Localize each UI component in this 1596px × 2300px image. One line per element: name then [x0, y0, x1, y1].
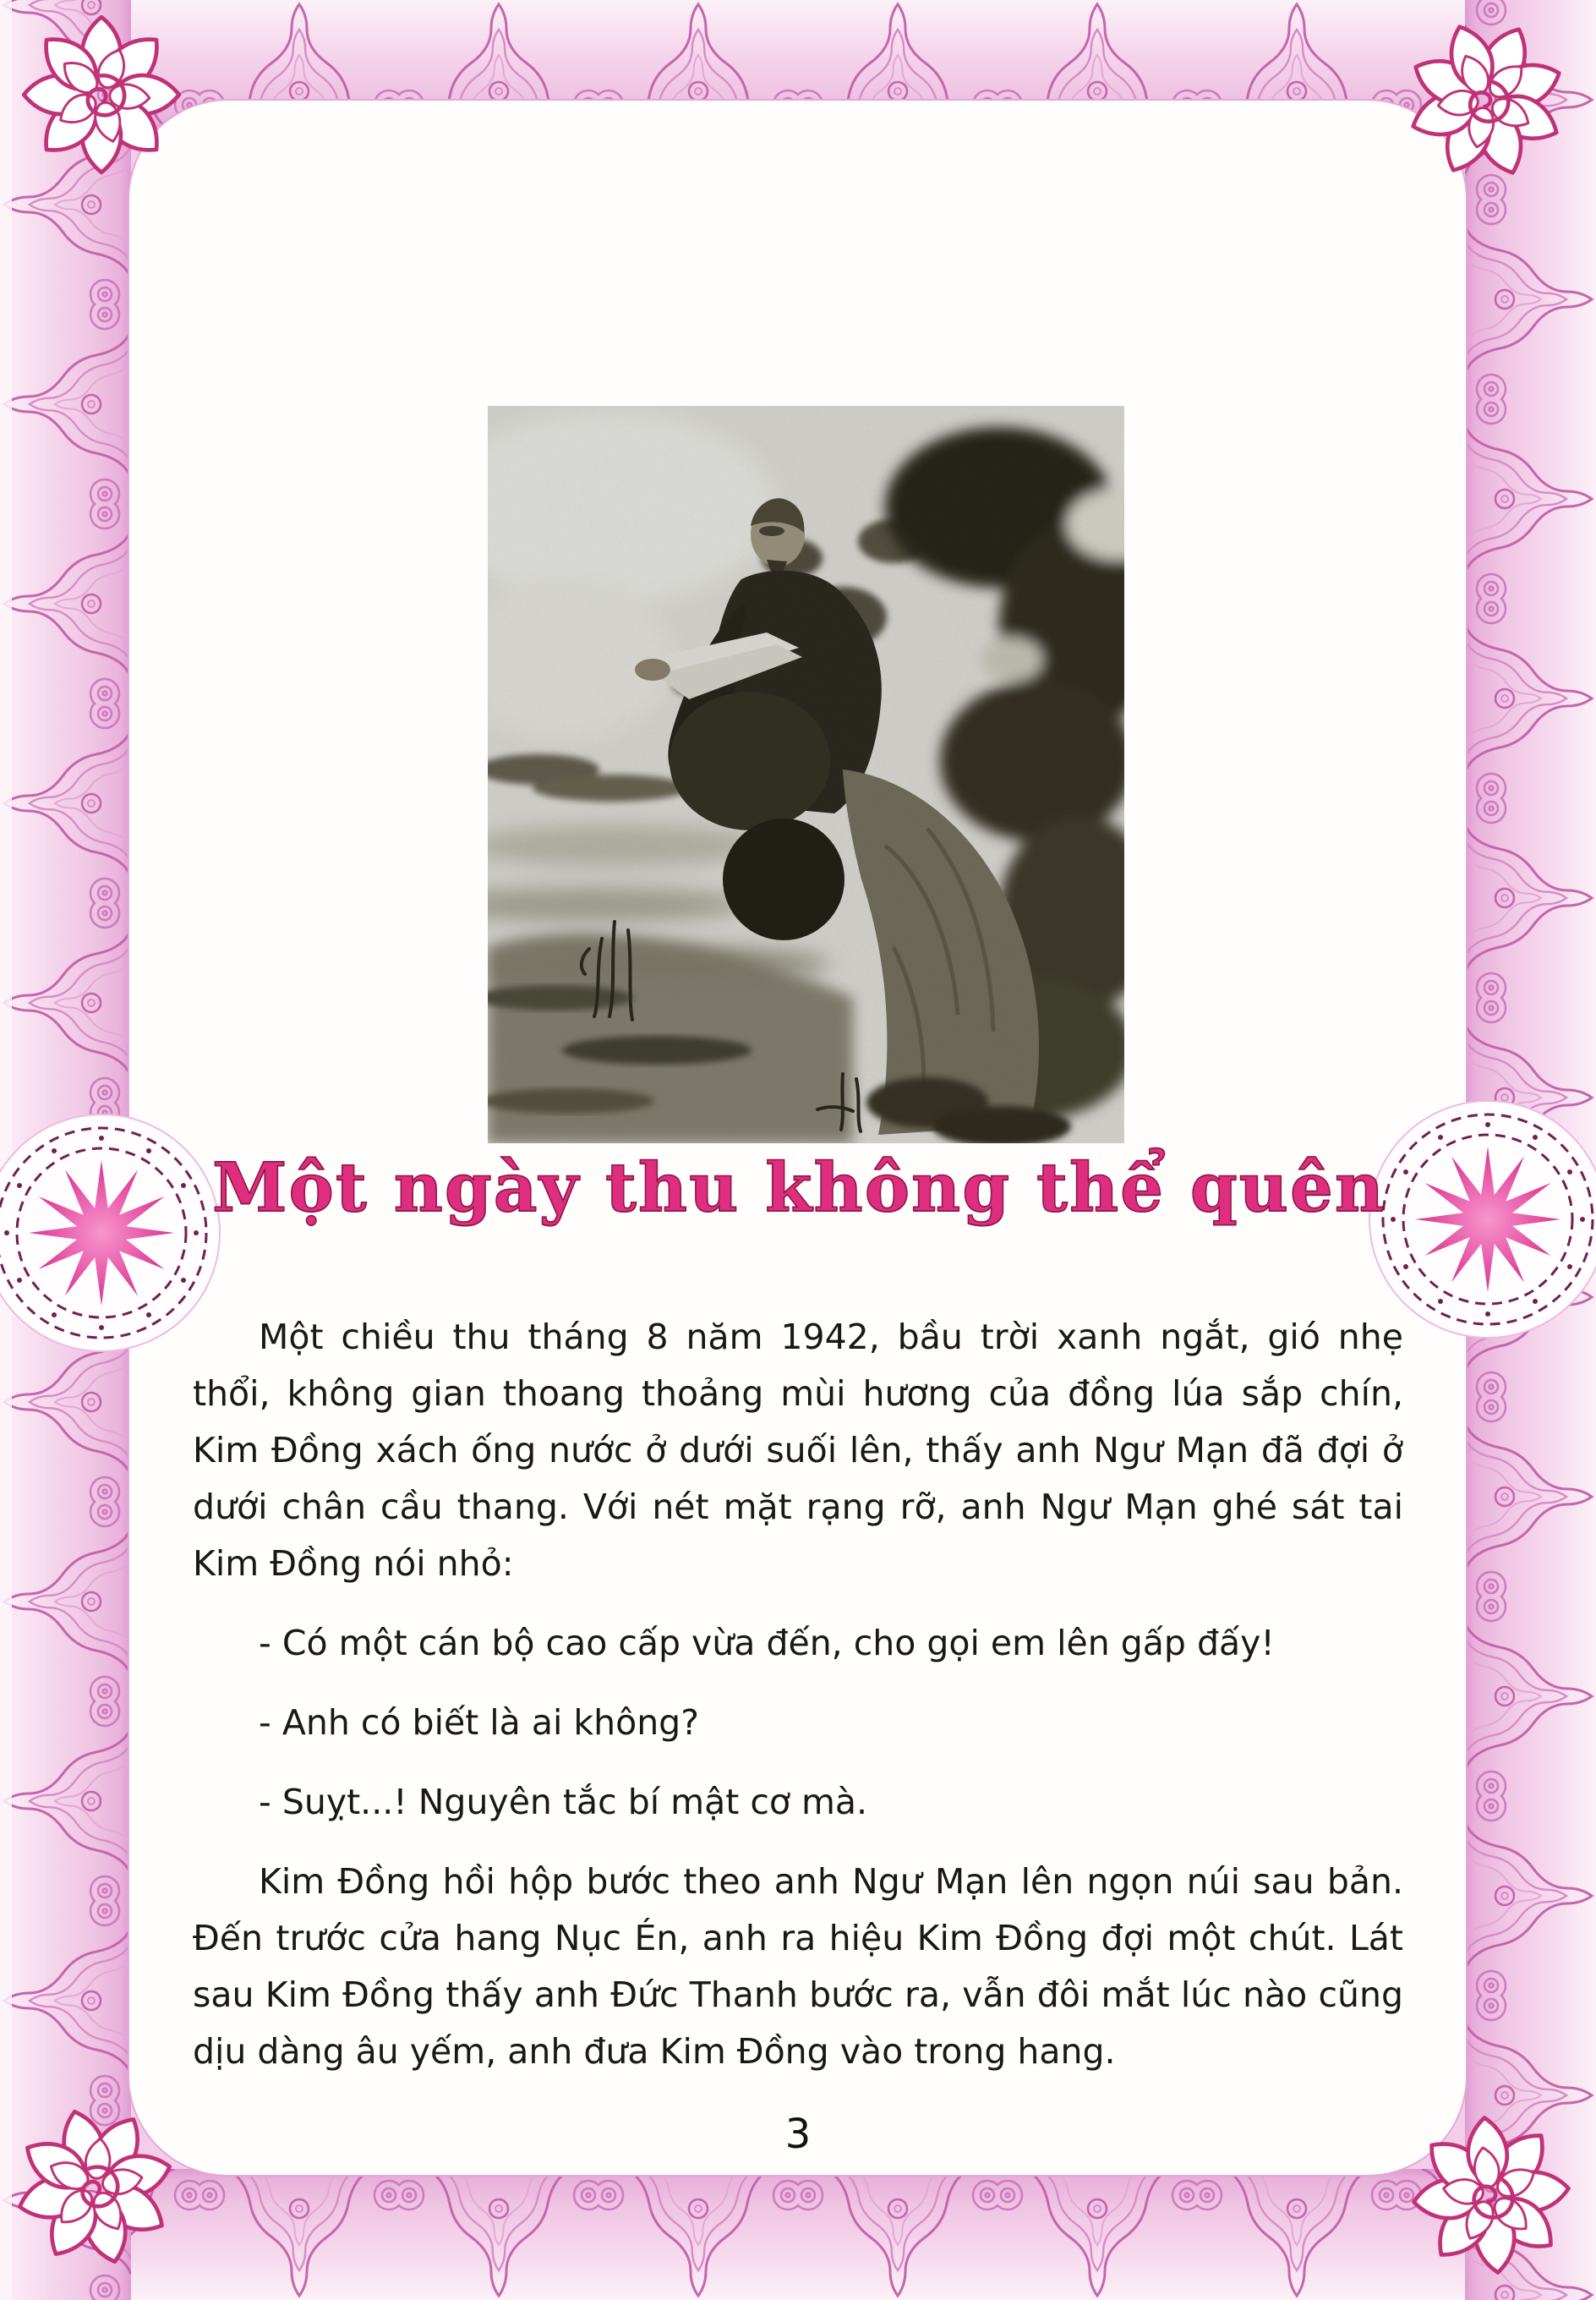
- body-paragraph: Kim Đồng hồi hộp bước theo anh Ngư Mạn lên ngọn núi sau bản. Đến trước cửa hang Nục Én, anh ra hiệu Kim Đồng đợi một chút. Lát sau Kim Đồng thấy anh Đức Thanh bước ra, vẫn đôi mắt lúc nào cũng dịu dàng âu yếm, anh đưa Kim Đồng vào trong hang.: [193, 1861, 1403, 2072]
- compass-medallion-icon: [0, 1114, 220, 1351]
- page-title: Một ngày thu không thể quên: [211, 1147, 1386, 1227]
- dialogue-line: - Anh có biết là ai không?: [259, 1702, 699, 1743]
- dialogue-line: - Có một cán bộ cao cấp vừa đến, cho gọi em lên gấp đấy!: [259, 1623, 1275, 1663]
- border-bottom: [0, 2169, 1596, 2300]
- page-number: 3: [784, 2111, 812, 2158]
- dialogue-line: - Suỵt...! Nguyên tắc bí mật cơ mà.: [259, 1782, 868, 1822]
- scan-edge: [0, 0, 12, 2300]
- photo: [488, 406, 1124, 1143]
- body-paragraph: Một chiều thu tháng 8 năm 1942, bầu trời xanh ngắt, gió nhẹ thổi, không gian thoang thoảng mùi hương của đồng lúa sắp chín, Kim Đồng xách ống nước ở dưới suối lên, thấy anh Ngư Mạn đã đợi ở dưới chân cầu thang. Với nét mặt rạng rỡ, anh Ngư Mạn ghé sát tai Kim Đồng nói nhỏ:: [193, 1317, 1403, 1584]
- story-text-block: [193, 1309, 1403, 2103]
